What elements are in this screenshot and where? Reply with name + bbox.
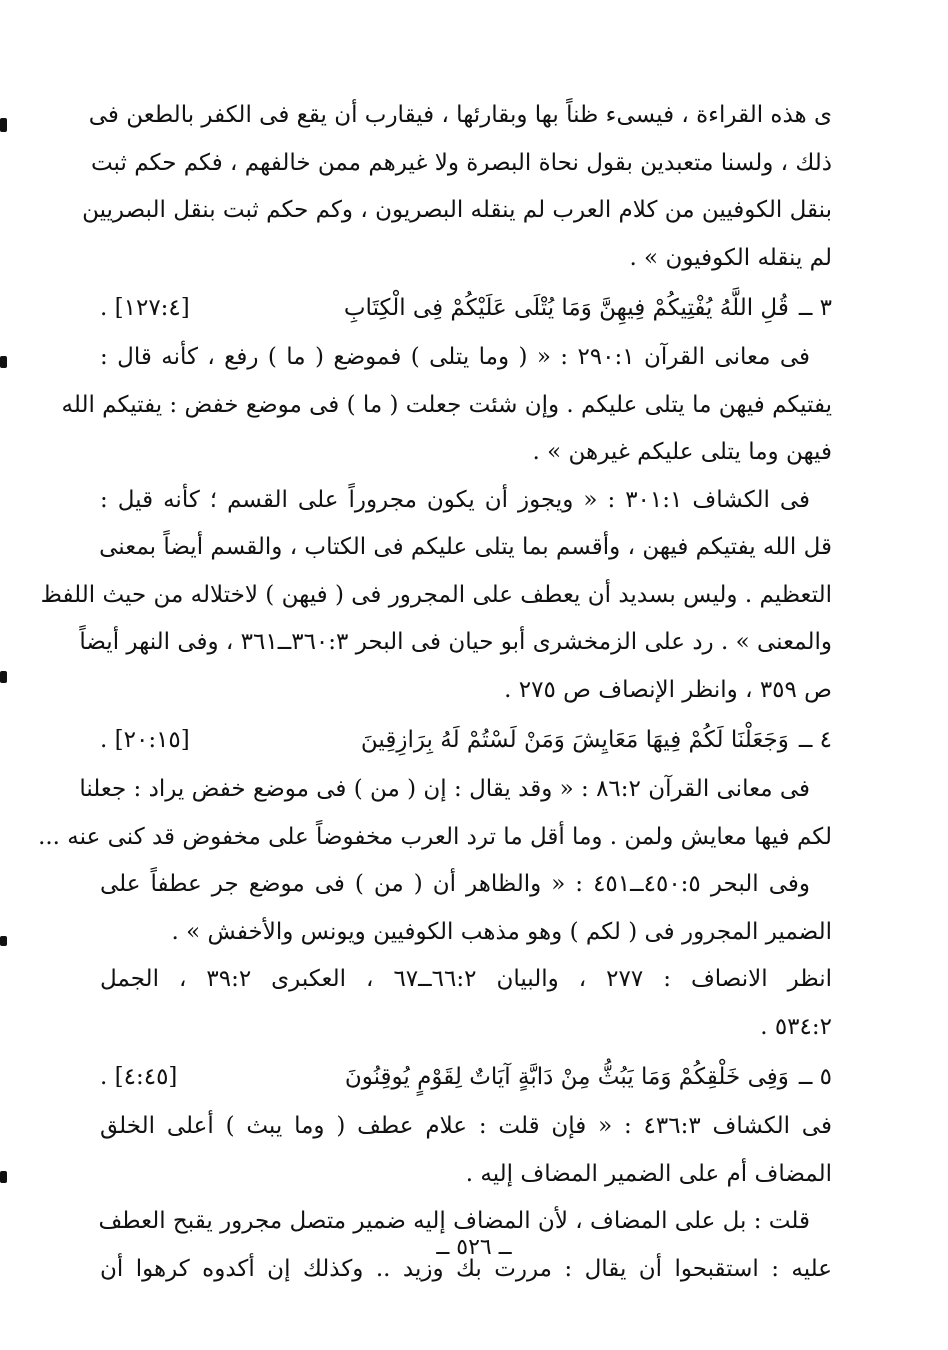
verse-reference: . [٢٠:١٥] <box>100 727 190 753</box>
scan-mark <box>0 1171 7 1183</box>
text-line: انظر الانصاف : ٢٧٧ ، والبيان ٦٦:٢ــ٦٧ ، العكبرى ٣٩:٢ ، الجمل <box>100 966 833 992</box>
verse-line <box>100 282 832 334</box>
verse-number: ٤ ــ <box>798 727 832 753</box>
verse-text: وَجَعَلْنَا لَكُمْ فِيهَا مَعَايِشَ وَمَنْ لَسْتُمْ لَهُ بِرَازِقِينَ <box>360 727 789 753</box>
scan-mark <box>0 671 7 683</box>
text-line: بنقل الكوفيين من كلام العرب لم ينقله البصريون ، وكم حكم ثبت بنقل البصريين <box>82 197 832 223</box>
verse-text: وَفِى خَلْقِكُمْ وَمَا يَبُثُّ مِنْ دَابَّةٍ آيَاتٌ لِقَوْمٍ يُوقِنُونَ <box>344 1064 789 1090</box>
text-line: ص ٣٥٩ ، وانظر الإنصاف ص ٢٧٥ . <box>504 676 832 703</box>
page-number: ــ ٥٢٦ ــ <box>436 1235 512 1260</box>
text-line: فى الكشاف ٣٠١:١ : « ويجوز أن يكون مجروراً على القسم ؛ كأنه قيل : <box>100 486 810 513</box>
text-line: فى معانى القرآن ٢٩٠:١ : « ( وما يتلى ) فموضع ( ما ) رفع ، كأنه قال : <box>100 344 810 370</box>
scan-mark <box>0 118 7 132</box>
scan-mark <box>0 936 7 946</box>
text-block <box>38 92 833 1293</box>
verse-number: ٥ ــ <box>798 1064 832 1090</box>
text-line: لكم فيها معايش ولمن . وما أقل ما ترد العرب مخفوضاً على مخفوض قد كنى عنه ... <box>38 823 832 850</box>
text-line: لم ينقله الكوفيون » . <box>629 244 832 271</box>
verse-number: ٣ ــ <box>798 295 832 321</box>
text-line: ى هذه القراءة ، فيسىء ظناً بها وبقارئها ، فيقارب أن يقع فى الكفر بالطعن فى <box>88 102 832 128</box>
text-line: قلت : بل على المضاف ، لأن المضاف إليه ضمير متصل مجرور يقبح العطف <box>98 1208 810 1234</box>
text-line: المضاف أم على الضمير المضاف إليه . <box>465 1160 832 1187</box>
verse-text: قُلِ اللَّهُ يُفْتِيكُمْ فِيهِنَّ وَمَا يُتْلَى عَلَيْكُمْ فِى الْكِتَابِ <box>343 295 789 321</box>
text-line: عليه : استقبحوا أن يقال : مررت بك وزيد .. وكذلك إن أكدوه كرهوا أن <box>100 1255 832 1282</box>
text-line: فى معانى القرآن ٨٦:٢ : « وقد يقال : إن ( من ) فى موضع خفض يراد : جعلنا <box>79 776 810 802</box>
verse-line <box>100 1051 832 1103</box>
text-line: الضمير المجرور فى ( لكم ) وهو مذهب الكوفيين ويونس والأخفش » . <box>171 918 832 945</box>
text-line: فيهن وما يتلى عليكم غيرهن » . <box>532 439 832 465</box>
text-line: فى الكشاف ٤٣٦:٣ : « فإن قلت : علام عطف ( وما يبث ) أعلى الخلق <box>100 1113 832 1139</box>
verse-reference: . [١٢٧:٤] <box>100 295 190 321</box>
text-line: يفتيكم فيهن ما يتلى عليكم . وإن شئت جعلت ( ما ) فى موضع خفض : يفتيكم الله <box>61 391 832 418</box>
verse-line <box>100 714 832 766</box>
verse-reference: . [٤:٤٥] <box>100 1064 178 1090</box>
text-line: ٥٣٤:٢ . <box>760 1013 832 1040</box>
text-line: قل الله يفتيكم فيهن ، وأقسم بما يتلى عليكم فى الكتاب ، والقسم أيضاً بمعنى <box>99 534 832 560</box>
text-line: التعظيم . وليس بسديد أن يعطف على المجرور فى ( فيهن ) لاختلاله من حيث اللفظ <box>40 581 832 608</box>
text-line: وفى البحر ٤٥٠:٥ــ٤٥١ : « والظاهر أن ( من ) فى موضع جر عطفاً على <box>100 871 810 897</box>
text-line: ذلك ، ولسنا متعبدين بقول نحاة البصرة ولا غيرهم ممن خالفهم ، فكم حكم ثبت <box>90 149 832 176</box>
scan-mark <box>0 356 7 368</box>
text-line: والمعنى » . رد على الزمخشرى أبو حيان فى البحر ٣٦٠:٣ــ٣٦١ ، وفى النهر أيضاً <box>79 629 832 655</box>
